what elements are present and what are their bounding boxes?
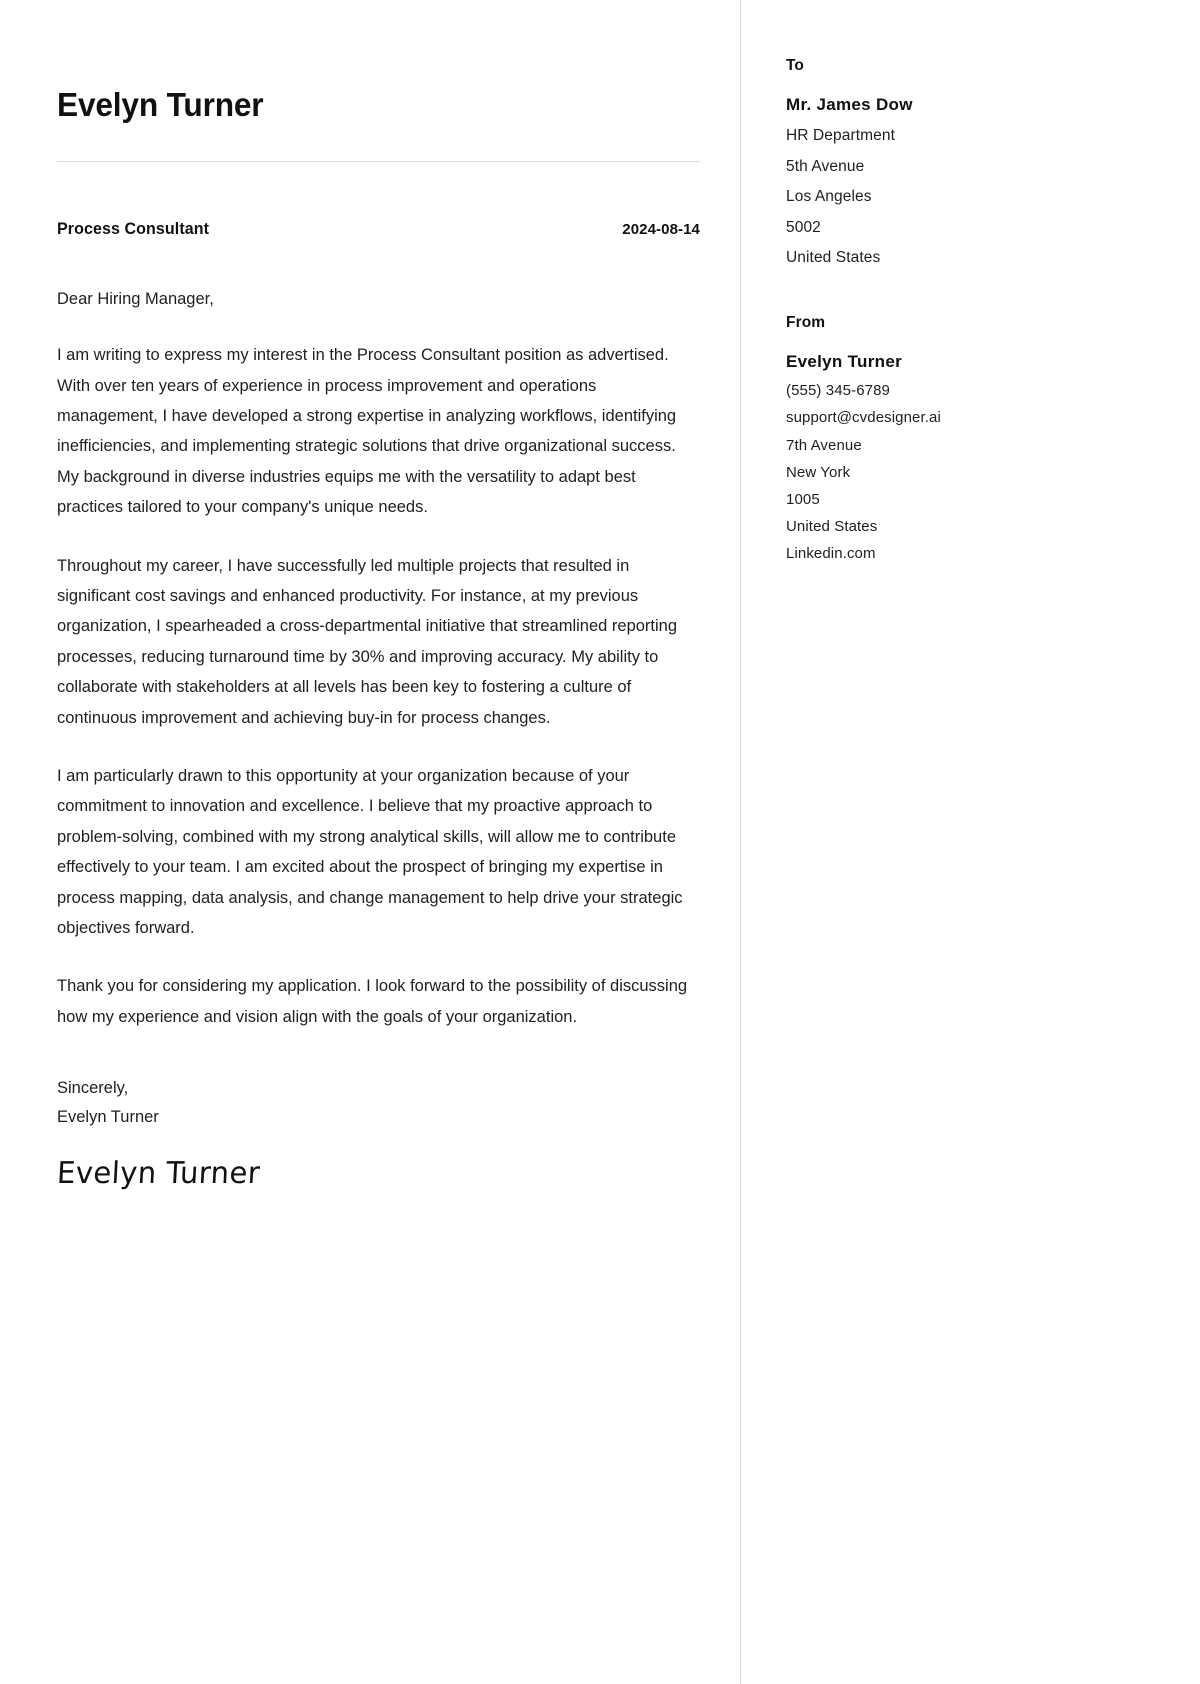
sender-group	[786, 314, 1160, 568]
recipient-details	[786, 92, 1160, 274]
letter-sidebar	[740, 0, 1200, 1684]
recipient-name: Mr. James Dow	[786, 95, 913, 114]
sender-line: United States	[786, 518, 878, 536]
sender-line: 7th Avenue	[786, 436, 862, 454]
job-title: Process Consultant	[57, 219, 210, 238]
from-label: From	[786, 313, 826, 331]
closing-name: Evelyn Turner	[57, 1108, 159, 1127]
sender-email: support@cvdesigner.ai	[786, 409, 941, 427]
sender-line: 1005	[786, 491, 820, 508]
body-paragraph: I am particularly drawn to this opportunity at your organization because of your commitment to innovation and excellence. I believe that my proactive approach to problem-solving, combined with my strong analytical skills, will allow me to contribute effectively to your team. I am excited about the prospect of bringing my expertise in process mapping, data analysis, and change management to help drive your strategic objectives forward.	[57, 767, 683, 938]
sender-phone: (555) 345-6789	[786, 382, 890, 400]
recipient-line: United States	[786, 249, 881, 267]
page-title: Evelyn Turner	[57, 86, 264, 123]
sender-website: Linkedin.com	[786, 545, 876, 563]
salutation: Dear Hiring Manager,	[57, 289, 214, 308]
column-divider	[740, 0, 741, 1684]
signature: Evelyn Turner	[56, 1156, 262, 1192]
letter-meta-row	[57, 220, 700, 239]
sender-details	[786, 349, 1160, 568]
closing-block	[57, 1074, 698, 1132]
sender-line: New York	[786, 463, 851, 481]
letter-date: 2024-08-14	[622, 220, 700, 238]
to-label: To	[786, 57, 804, 74]
recipient-line: 5002	[786, 218, 821, 236]
header-divider	[57, 161, 700, 162]
body-paragraph: I am writing to express my interest in the Process Consultant position as advertised. With over ten years of experience in process improvement and operations management, I have developed a strong expertise in analyzing workflows, identifying inefficiencies, and implementing strategic solutions that drive organizational success. My background in diverse industries equips me with the versatility to adapt best practices tailored to your company's unique needs.	[57, 346, 677, 517]
recipient-line: 5th Avenue	[786, 157, 865, 175]
body-paragraph: Thank you for considering my application. I look forward to the possibility of discussing how my experience and vision align with the goals of your organization.	[57, 977, 688, 1026]
recipient-line: Los Angeles	[786, 188, 872, 206]
body-paragraph: Throughout my career, I have successfully led multiple projects that resulted in significant cost savings and enhanced productivity. For instance, at my previous organization, I spearheaded a cross-departmental initiative that streamlined reporting processes, reducing turnaround time by 30% and improving accuracy. My ability to collaborate with stakeholders at all levels has been key to fostering a culture of continuous improvement and achieving buy-in for process changes.	[57, 556, 678, 727]
recipient-group	[786, 57, 1160, 274]
sender-name: Evelyn Turner	[786, 351, 903, 371]
closing-word: Sincerely,	[57, 1079, 129, 1098]
recipient-line: HR Department	[786, 127, 895, 145]
